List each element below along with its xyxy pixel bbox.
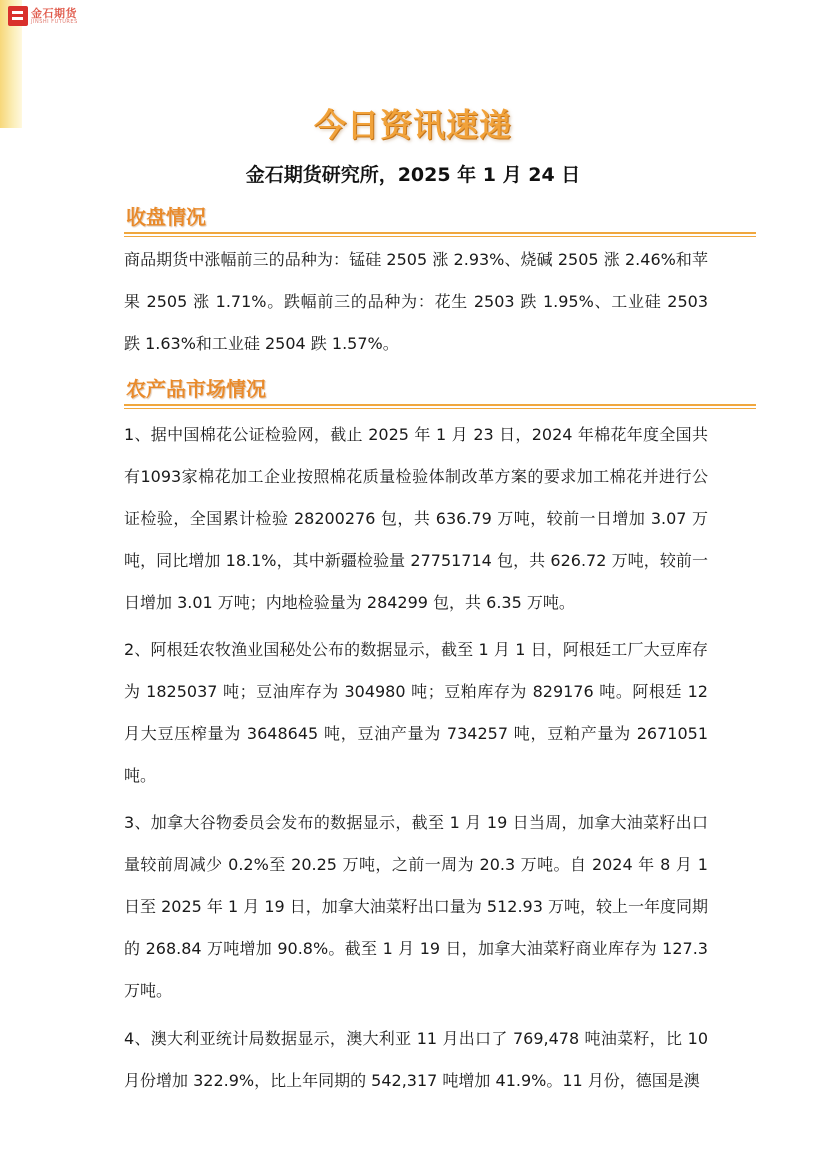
paragraph-agri-2: 2、阿根廷农牧渔业国秘处公布的数据显示，截至 1 月 1 日，阿根廷工厂大豆库存为 1825037 吨；豆油库存为 304980 吨；豆粕库存为 829176 吨。阿根廷 12 月大豆压榨量为 3648645 吨，豆油产量为 734257 吨，豆粕产量为 2671051 吨。 — [124, 640, 708, 785]
company-logo — [8, 6, 78, 26]
section-header-agri — [124, 375, 756, 404]
paragraph-agri-3: 3、加拿大谷物委员会发布的数据显示，截至 1 月 19 日当周，加拿大油菜籽出口量较前周减少 0.2%至 20.25 万吨，之前一周为 20.3 万吨。自 2024 年 8 月 1 日至 2025 年 1 月 19 日，加拿大油菜籽出口量为 512.93 万吨，较上一年度同期的 268.84 万吨增加 90.8%。截至 1 月 19 日，加拿大油菜籽商业库存为 127.3 万吨。 — [124, 813, 708, 1000]
section-title-agri: 农产品市场情况 — [126, 377, 266, 401]
section-title-closing: 收盘情况 — [126, 205, 206, 229]
logo-mark-icon — [8, 6, 28, 26]
paragraph-closing: 商品期货中涨幅前三的品种为：锰硅 2505 涨 2.93%、烧碱 2505 涨 2.46%和苹果 2505 涨 1.71%。跌幅前三的品种为：花生 2503 跌 1.95%、工业硅 2503 跌 1.63%和工业硅 2504 跌 1.57%。 — [124, 250, 708, 353]
paragraph-agri-4: 4、澳大利亚统计局数据显示，澳大利亚 11 月出口了 769,478 吨油菜籽，比 10 月份增加 322.9%，比上年同期的 542,317 吨增加 41.9%。11 月份，德国是澳 — [124, 1029, 708, 1090]
section-header-closing — [124, 203, 756, 232]
document-title: 今日资讯速递 — [313, 106, 512, 144]
paragraph-agri-1: 1、据中国棉花公证检验网，截止 2025 年 1 月 23 日，2024 年棉花年度全国共有1093家棉花加工企业按照棉花质量检验体制改革方案的要求加工棉花并进行公证检验，全国累计检验 28200276 包，共 636.79 万吨，较前一日增加 3.07 万吨，同比增加 18.1%，其中新疆检验量 27751714 包，共 626.72 万吨，较前一日增加 3.01 万吨；内地检验量为 284299 包，共 6.35 万吨。 — [124, 425, 708, 612]
logo-text — [31, 8, 78, 25]
document-subtitle: 金石期货研究所，2025 年 1 月 24 日 — [245, 164, 581, 186]
logo-name-cn: 金石期货 — [31, 6, 77, 20]
logo-name-en: JINSHI FUTURES — [31, 18, 78, 25]
